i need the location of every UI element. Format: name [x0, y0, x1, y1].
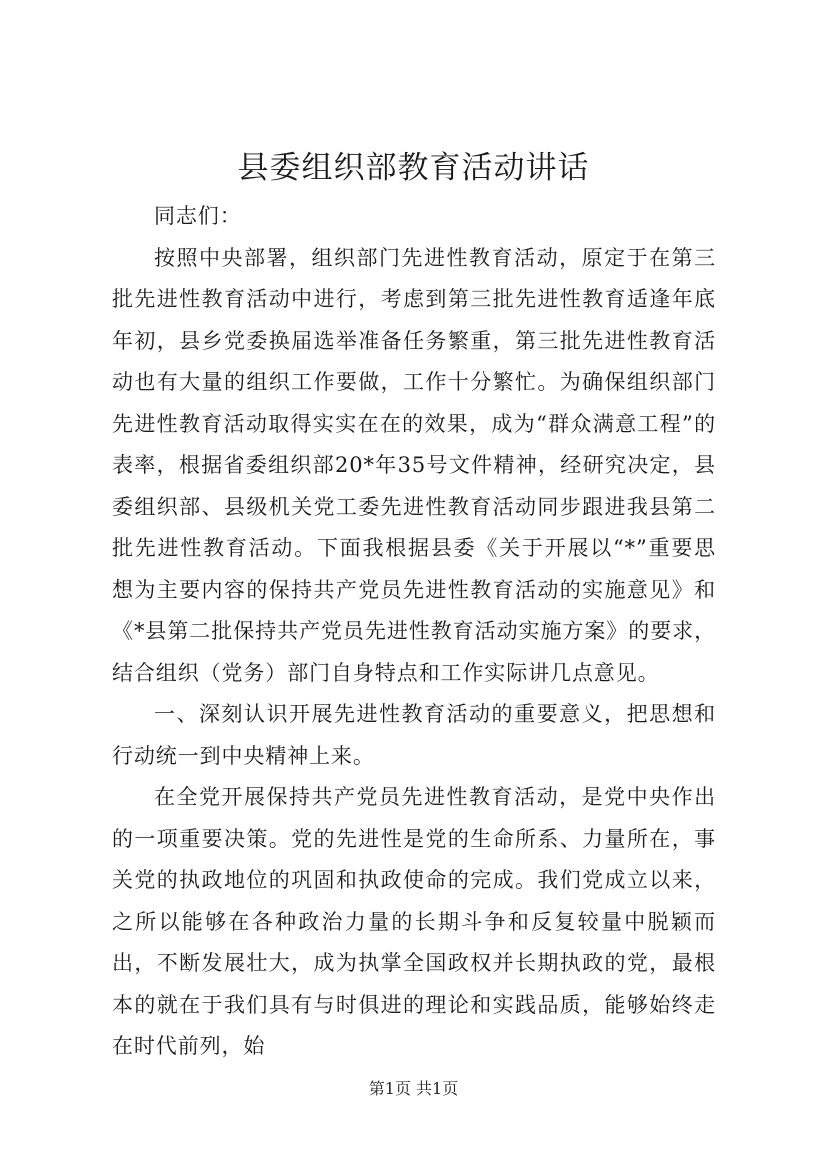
page-title: 县委组织部教育活动讲话	[237, 150, 590, 186]
intro-paragraph: 按照中央部署，组织部门先进性教育活动，原定于在第三批先进性教育活动中进行，考虑到第三批先进性教育适逢年底年初，县乡党委换届选举准备任务繁重，第三批先进性教育活动也有大量的组织工作要做，工作十分繁忙。为确保组织部门先进性教育活动取得实实在在的效果，成为“群众满意工程”的表率，根据省委组织部20*年35号文件精神，经研究决定，县委组织部、县级机关党工委先进性教育活动同步跟进我县第二批先进性教育活动。下面我根据县委《关于开展以“*”重要思想为主要内容的保持共产党员先进性教育活动的实施意见》和《*县第二批保持共产党员先进性教育活动实施方案》的要求，结合组织（党务）部门自身特点和工作实际讲几点意见。	[112, 245, 716, 685]
salutation-paragraph: 同志们：	[154, 204, 242, 228]
page-footer: 第1页 共1页	[368, 1079, 459, 1098]
section-heading-paragraph: 一、深刻认识开展先进性教育活动的重要意义，把思想和行动统一到中央精神上来。	[112, 702, 716, 768]
document-body	[112, 196, 716, 1068]
body-paragraph: 在全党开展保持共产党员先进性教育活动，是党中央作出的一项重要决策。党的先进性是党的生命所系、力量所在，事关党的执政地位的巩固和执政使命的完成。我们党成立以来，之所以能够在各种政治力量的长期斗争和反复较量中脱颖而出，不断发展壮大，成为执掌全国政权并长期执政的党，最根本的就在于我们具有与时俱进的理论和实践品质，能够始终走在时代前列，始	[112, 785, 716, 1058]
